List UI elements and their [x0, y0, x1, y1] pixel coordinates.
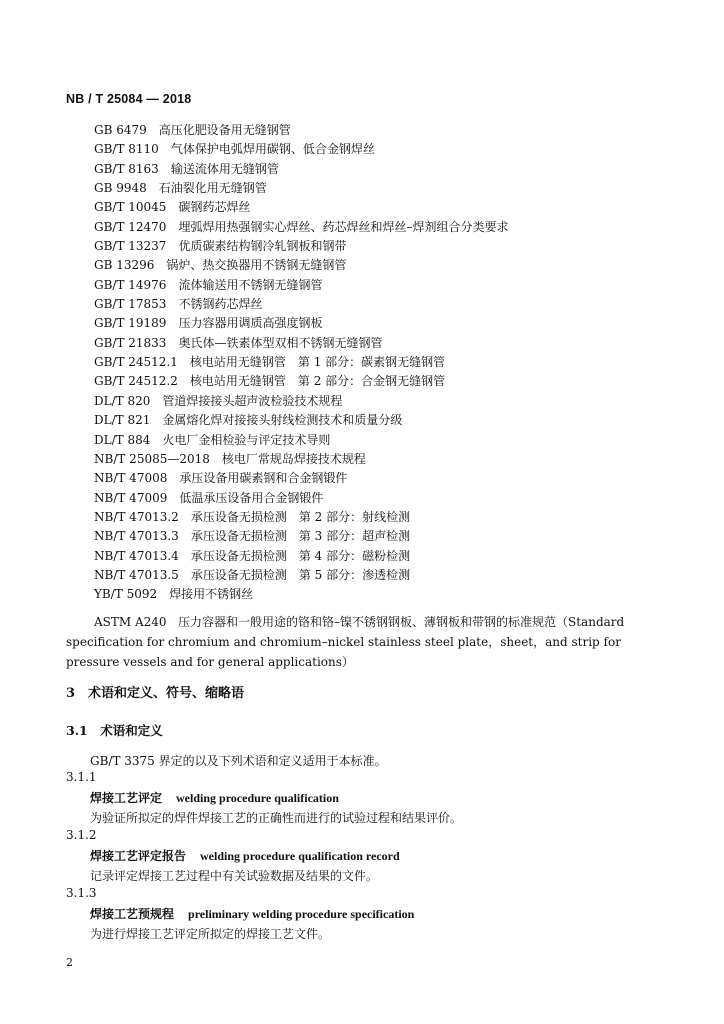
reference-item: [94, 392, 694, 411]
reference-item: [94, 372, 694, 391]
reference-item: [94, 489, 694, 508]
reference-title: 承压设备用碳素钢和合金钢锻件: [179, 471, 348, 486]
reference-title: 优质碳素结构钢冷轧钢板和钢带: [178, 239, 347, 254]
reference-code: GB 13296: [94, 258, 155, 273]
reference-item: [94, 469, 694, 488]
reference-item: [94, 508, 694, 527]
astm-reference: [66, 612, 646, 672]
reference-code: GB/T 8110: [94, 142, 159, 157]
reference-title: 锅炉、热交换器用不锈钢无缝钢管: [166, 258, 347, 273]
term-heading: [90, 905, 414, 922]
reference-title: 流体输送用不锈钢无缝钢管: [178, 277, 323, 292]
reference-item: [94, 314, 694, 333]
reference-title: 承压设备无损检测 第 4 部分：磁粉检测: [190, 548, 411, 563]
reference-title: 焊接用不锈钢丝: [169, 587, 254, 602]
reference-title: 压力容器用调质高强度钢板: [178, 316, 323, 331]
reference-item: [94, 179, 694, 198]
reference-item: [94, 295, 694, 314]
astm-code: ASTM A240: [94, 615, 167, 629]
reference-code: NB/T 47009: [94, 490, 168, 505]
reference-title: 奥氏体—铁素体型双相不锈钢无缝钢管: [178, 335, 383, 350]
reference-title: 气体保护电弧焊用碳钢、低合金钢焊丝: [170, 142, 375, 157]
reference-title: 高压化肥设备用无缝钢管: [158, 123, 291, 137]
reference-code: GB/T 12470: [94, 219, 167, 234]
reference-item: [94, 334, 694, 353]
reference-code: GB/T 13237: [94, 239, 167, 254]
reference-code: GB/T 24512.2: [94, 374, 178, 389]
reference-title: 核电厂常规岛焊接技术规程: [221, 451, 366, 466]
reference-item: [94, 256, 694, 275]
section-3-1-heading: 3.1 术语和定义: [66, 723, 163, 738]
reference-title: 输送流体用无缝钢管: [170, 161, 279, 176]
term-zh: 焊接工艺评定: [90, 791, 163, 805]
reference-title: 金属熔化焊对接接头射线检测技术和质量分级: [162, 413, 403, 428]
term-heading: [90, 789, 339, 806]
term-number: 3.1.2: [66, 828, 97, 842]
reference-code: GB/T 17853: [94, 297, 167, 312]
reference-item: [94, 547, 694, 566]
term-zh: 焊接工艺评定报告: [90, 849, 187, 863]
reference-item: [94, 276, 694, 295]
section-3-1-intro: GB/T 3375 界定的以及下列术语和定义适用于本标准。: [90, 754, 387, 768]
reference-code: NB/T 47013.4: [94, 548, 179, 563]
reference-code: DL/T 884: [94, 432, 151, 447]
reference-item: [94, 450, 694, 469]
normative-references-list: [94, 121, 694, 605]
reference-item: [94, 198, 694, 217]
reference-title: 埋弧焊用热强钢实心焊丝、药芯焊丝和焊丝–焊剂组合分类要求: [178, 219, 509, 234]
term-heading: [90, 847, 400, 864]
section-3-heading: 3 术语和定义、符号、缩略语: [66, 686, 245, 701]
term-number: 3.1.3: [66, 886, 97, 900]
term-definition: 记录评定焊接工艺过程中有关试验数据及结果的文件。: [90, 869, 379, 883]
reference-code: GB 6479: [94, 123, 147, 137]
term-number: 3.1.1: [66, 770, 97, 784]
reference-code: NB/T 47013.3: [94, 529, 179, 544]
reference-item: [94, 218, 694, 237]
term-en: welding procedure qualification record: [200, 849, 400, 863]
reference-item: [94, 140, 694, 159]
document-header: NB / T 25084 — 2018: [66, 92, 192, 106]
reference-item: [94, 566, 694, 585]
reference-code: YB/T 5092: [94, 587, 158, 602]
astm-text: 压力容器和一般用途的铬和铬–镍不锈钢钢板、薄钢板和带钢的标准规范（Standard specification for chromium and chromium–nickel stainless steel plate，sheet，and strip for pressure vessels and for general applications）: [66, 615, 625, 669]
term-zh: 焊接工艺预规程: [90, 907, 175, 921]
reference-code: GB/T 14976: [94, 277, 167, 292]
reference-title: 承压设备无损检测 第 5 部分：渗透检测: [190, 567, 411, 582]
reference-title: 碳钢药芯焊丝: [178, 200, 251, 215]
reference-title: 火电厂金相检验与评定技术导则: [162, 432, 331, 447]
reference-item: [94, 121, 694, 140]
reference-code: GB/T 19189: [94, 316, 167, 331]
reference-code: GB/T 24512.1: [94, 355, 178, 370]
reference-item: [94, 585, 694, 604]
reference-item: [94, 431, 694, 450]
reference-item: [94, 353, 694, 372]
reference-code: NB/T 25085—2018: [94, 451, 210, 466]
reference-item: [94, 527, 694, 546]
reference-title: 低温承压设备用合金钢锻件: [179, 490, 324, 505]
reference-title: 核电站用无缝钢管 第 1 部分：碳素钢无缝钢管: [189, 355, 446, 370]
term-en: preliminary welding procedure specification: [188, 907, 415, 921]
reference-code: NB/T 47013.2: [94, 509, 179, 524]
reference-code: NB/T 47013.5: [94, 567, 179, 582]
reference-code: GB/T 8163: [94, 161, 159, 176]
reference-code: NB/T 47008: [94, 471, 168, 486]
reference-code: GB/T 21833: [94, 335, 167, 350]
reference-title: 承压设备无损检测 第 3 部分：超声检测: [190, 529, 411, 544]
reference-item: [94, 411, 694, 430]
reference-title: 核电站用无缝钢管 第 2 部分：合金钢无缝钢管: [189, 374, 446, 389]
reference-title: 承压设备无损检测 第 2 部分：射线检测: [190, 509, 411, 524]
page-number: 2: [66, 956, 73, 969]
term-en: welding procedure qualification: [176, 791, 339, 805]
reference-code: GB 9948: [94, 181, 147, 196]
reference-code: DL/T 820: [94, 393, 151, 408]
reference-code: GB/T 10045: [94, 200, 167, 215]
reference-item: [94, 160, 694, 179]
reference-item: [94, 237, 694, 256]
term-definition: 为进行焊接工艺评定所拟定的焊接工艺文件。: [90, 927, 331, 941]
term-definition: 为验证所拟定的焊件焊接工艺的正确性而进行的试验过程和结果评价。: [90, 811, 463, 825]
reference-title: 管道焊接接头超声波检验技术规程: [162, 393, 343, 408]
reference-code: DL/T 821: [94, 413, 151, 428]
reference-title: 不锈钢药芯焊丝: [178, 297, 263, 312]
reference-title: 石油裂化用无缝钢管: [158, 181, 267, 196]
